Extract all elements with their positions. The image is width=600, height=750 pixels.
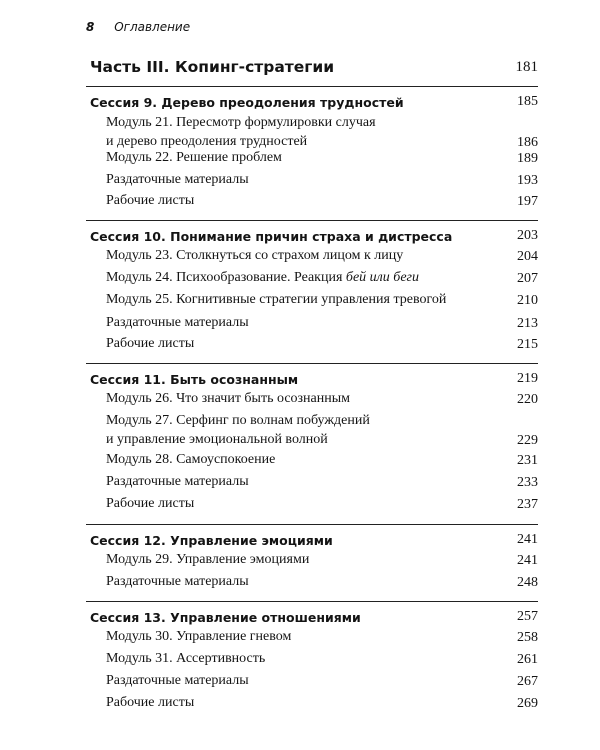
entry-title: Модуль 30. Управление гневом (106, 629, 292, 644)
entry-page: 258 (517, 630, 538, 645)
entry-title: Раздаточные материалы (106, 315, 249, 330)
part-title: Часть III. Копинг-стратегии (90, 58, 335, 76)
session-title: Сессия 9. Дерево преодоления трудностей (90, 95, 404, 110)
entry-page: 261 (517, 652, 538, 667)
session-page: 219 (517, 371, 538, 386)
page-header (86, 20, 190, 34)
entry-page: 210 (517, 293, 538, 308)
toc-entry[interactable] (0, 389, 600, 408)
entry-title: Раздаточные материалы (106, 474, 249, 489)
entry-page: 213 (517, 316, 538, 331)
toc-entry[interactable] (0, 191, 600, 210)
entry-page: 237 (517, 497, 538, 512)
entry-title: Рабочие листы (106, 695, 195, 710)
entry-title: Модуль 27. Серфинг по волнам побуждений и управление эмоциональной волной (106, 413, 370, 447)
entry-page: 189 (517, 151, 538, 166)
entry-title: Модуль 25. Когнитивные стратегии управления тревогой (106, 292, 447, 307)
entry-page: 241 (517, 553, 538, 568)
toc-entry[interactable] (0, 113, 600, 151)
entry-page: 269 (517, 696, 538, 711)
session-title: Сессия 12. Управление эмоциями (90, 533, 333, 548)
entry-page: 248 (517, 575, 538, 590)
toc-session-heading[interactable] (0, 528, 600, 548)
toc-entry[interactable] (0, 472, 600, 491)
section-divider (86, 363, 538, 364)
toc-entry[interactable] (0, 290, 600, 309)
section-divider (86, 601, 538, 602)
entry-title: Модуль 31. Ассертивность (106, 651, 266, 666)
toc-entry[interactable] (0, 649, 600, 668)
entry-title: Модуль 24. Психообразование. Реакция бей или беги (106, 270, 419, 285)
session-title: Сессия 11. Быть осознанным (90, 372, 299, 387)
entry-title: Рабочие листы (106, 193, 195, 208)
toc-session-heading[interactable] (0, 224, 600, 244)
toc-entry[interactable] (0, 671, 600, 690)
toc-part-heading[interactable] (0, 54, 600, 76)
section-divider (86, 86, 538, 87)
toc-entry[interactable] (0, 268, 600, 287)
toc-entry[interactable] (0, 627, 600, 646)
session-title: Сессия 10. Понимание причин страха и дистресса (90, 229, 453, 244)
entry-title: Модуль 26. Что значит быть осознанным (106, 391, 351, 406)
entry-page: 220 (517, 392, 538, 407)
entry-title: Рабочие листы (106, 336, 195, 351)
toc-entry[interactable] (0, 170, 600, 189)
running-title: Оглавление (114, 20, 191, 34)
entry-page: 231 (517, 453, 538, 468)
session-page: 241 (517, 532, 538, 547)
page-number: 8 (86, 20, 95, 34)
session-title: Сессия 13. Управление отношениями (90, 610, 361, 625)
toc-entry[interactable] (0, 334, 600, 353)
toc-entry[interactable] (0, 693, 600, 712)
entry-page: 197 (517, 194, 538, 209)
section-divider (86, 524, 538, 525)
entry-page: 193 (517, 173, 538, 188)
toc-entry[interactable] (0, 494, 600, 513)
toc-entry[interactable] (0, 450, 600, 469)
toc-entry[interactable] (0, 246, 600, 265)
entry-title: Раздаточные материалы (106, 574, 249, 589)
toc-entry[interactable] (0, 550, 600, 569)
entry-title: Рабочие листы (106, 496, 195, 511)
entry-page: 207 (517, 271, 538, 286)
entry-page: 215 (517, 337, 538, 352)
entry-title: Модуль 29. Управление эмоциями (106, 552, 310, 567)
entry-page: 267 (517, 674, 538, 689)
session-page: 257 (517, 609, 538, 624)
section-divider (86, 220, 538, 221)
entry-page: 186 (517, 135, 538, 150)
entry-page: 229 (517, 433, 538, 448)
toc-session-heading[interactable] (0, 90, 600, 110)
entry-title: Модуль 23. Столкнуться со страхом лицом к лицу (106, 248, 404, 263)
toc-entry[interactable] (0, 411, 600, 449)
session-page: 185 (517, 94, 538, 109)
toc-session-heading[interactable] (0, 367, 600, 387)
entry-title: Раздаточные материалы (106, 673, 249, 688)
toc-entry[interactable] (0, 313, 600, 332)
entry-page: 204 (517, 249, 538, 264)
entry-title: Модуль 21. Пересмотр формулировки случая и дерево преодоления трудностей (106, 115, 376, 149)
toc-entry[interactable] (0, 148, 600, 167)
entry-page: 233 (517, 475, 538, 490)
entry-title: Модуль 22. Решение проблем (106, 150, 282, 165)
part-page: 181 (515, 59, 538, 75)
toc-session-heading[interactable] (0, 605, 600, 625)
session-page: 203 (517, 228, 538, 243)
entry-title: Раздаточные материалы (106, 172, 249, 187)
toc-entry[interactable] (0, 572, 600, 591)
entry-title: Модуль 28. Самоуспокоение (106, 452, 276, 467)
